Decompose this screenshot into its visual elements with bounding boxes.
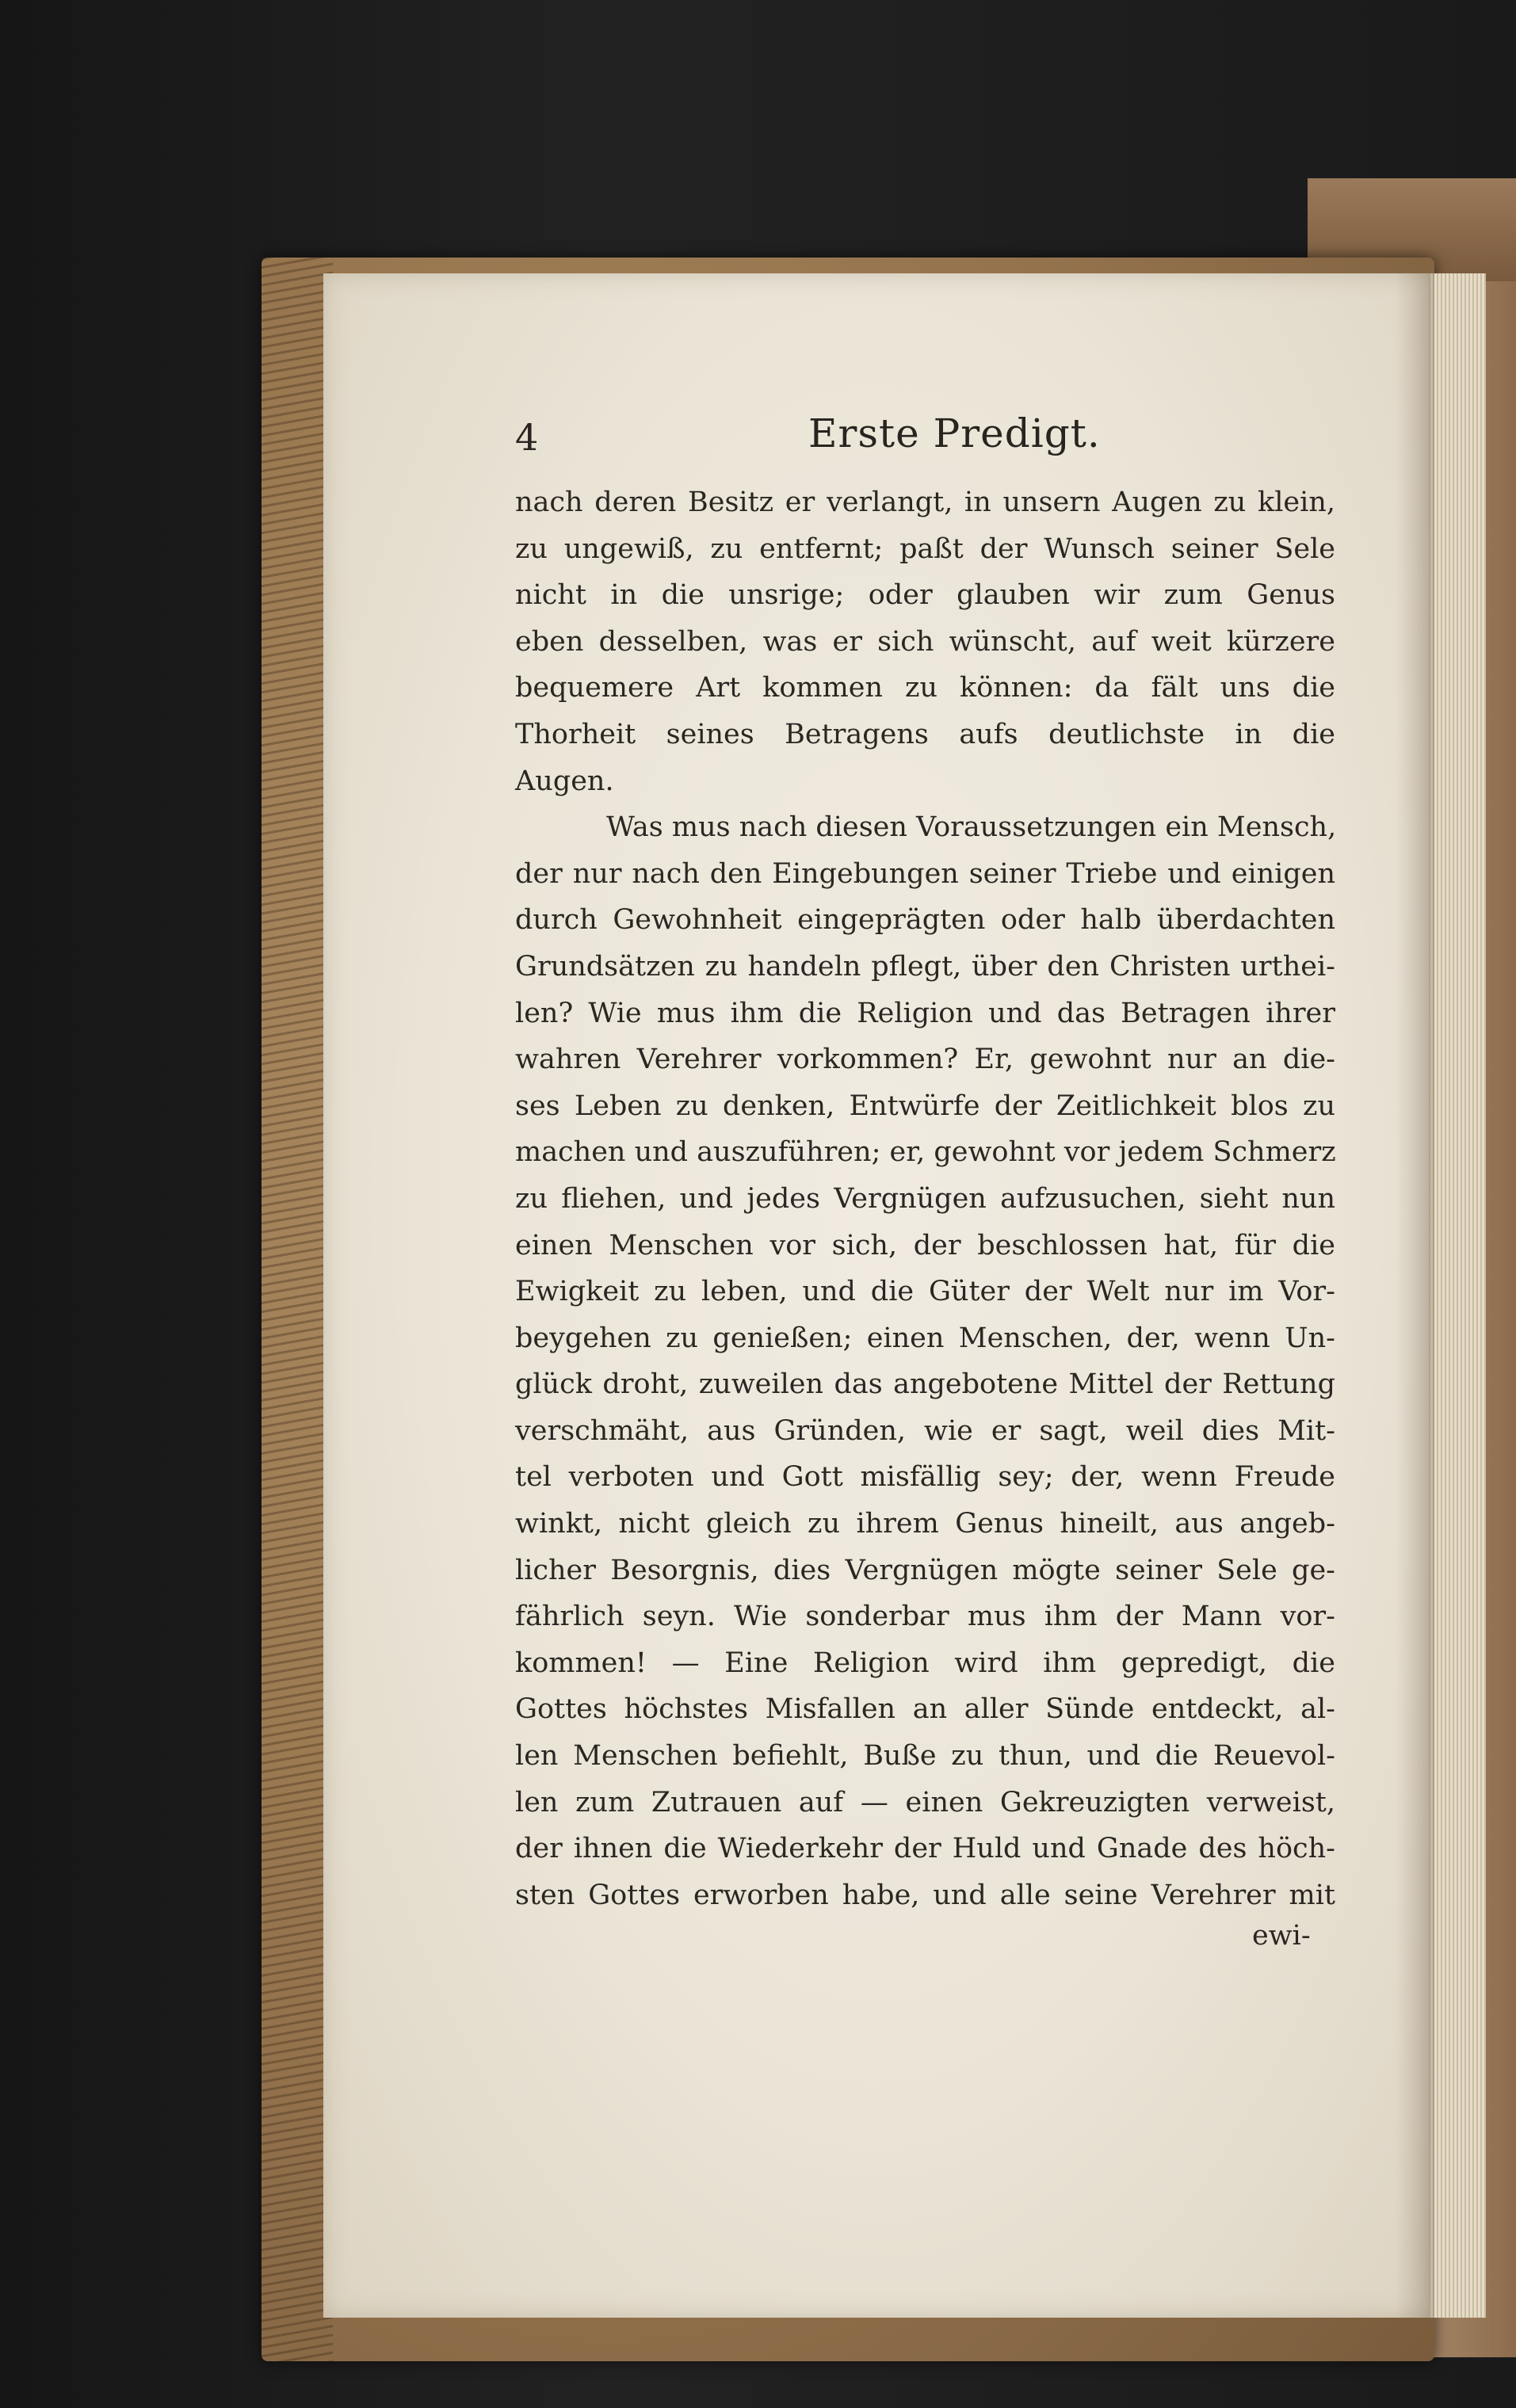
page-number: 4 [515,416,539,459]
text-line: len? Wie mus ihm die Religion und das Betragen ihrer [515,997,1335,1029]
text-line: glück droht, zuweilen das angebotene Mittel der Rettung [515,1368,1335,1401]
text-line: zu ungewiß, zu entfernt; paßt der Wunsch seiner Sele [515,532,1335,565]
text-line: eben desselben, was er sich wünscht, auf weit kürzere [515,625,1335,658]
text-line: Ewigkeit zu leben, und die Güter der Welt nur im Vor- [515,1276,1335,1308]
text-line: licher Besorgnis, dies Vergnügen mögte seiner Sele ge- [515,1554,1335,1586]
text-line: der nur nach den Eingebungen seiner Triebe und einigen [515,857,1335,890]
text-line: nicht in die unsrige; oder glauben wir zum Genus [515,579,1335,612]
text-line: sten Gottes erworben habe, und alle seine Verehrer mit [515,1879,1335,1911]
text-line: Was mus nach diesen Voraussetzungen ein Mensch, [606,811,1337,844]
text-line: wahren Verehrer vorkommen? Er, gewohnt nur an die- [515,1044,1335,1076]
text-line: der ihnen die Wiederkehr der Huld und Gnade des höch- [515,1833,1335,1865]
text-line: ses Leben zu denken, Entwürfe der Zeitlichkeit blos zu [515,1090,1335,1122]
text-line: Thorheit seines Betragens aufs deutlichste in die [515,718,1335,750]
text-line: len Menschen befiehlt, Buße zu thun, und die Reuevol- [515,1740,1335,1773]
running-title: Erste Predigt. [808,410,1101,456]
text-line: nach deren Besitz er verlangt, in unsern Augen zu klein, [515,487,1335,518]
text-line: durch Gewohnheit eingeprägten oder halb überdachten [515,904,1335,937]
text-line: len zum Zutrauen auf — einen Gekreuzigten verweist, [515,1786,1335,1818]
text-line: machen und auszuführen; er, gewohnt vor jedem Schmerz [515,1136,1336,1169]
catchword: ewi- [1252,1920,1311,1952]
text-line: tel verboten und Gott misfällig sey; der, wenn Freude [515,1461,1335,1494]
text-line: winkt, nicht gleich zu ihrem Genus hineilt, aus angeb- [515,1508,1335,1540]
cover-texture [262,258,333,2361]
body-text [515,479,1335,1918]
text-line: Gottes höchstes Misfallen an aller Sünde entdeckt, al- [515,1693,1335,1726]
text-line: beygehen zu genießen; einen Menschen, der, wenn Un- [515,1322,1335,1354]
text-line: einen Menschen vor sich, der beschlossen hat, für die [515,1229,1335,1261]
text-line: Grundsätzen zu handeln pflegt, über den Christen urthei- [515,950,1335,983]
text-line: Augen. [515,765,614,797]
text-line: verschmäht, aus Gründen, wie er sagt, weil dies Mit- [515,1414,1335,1447]
text-line: bequemere Art kommen zu können: da fält uns die [515,672,1335,704]
text-line: fährlich seyn. Wie sonderbar mus ihm der Mann vor- [515,1601,1335,1633]
text-line: zu fliehen, und jedes Vergnügen aufzusuchen, sieht nun [515,1182,1335,1215]
page-gutter-shadow [1395,273,1434,2318]
text-line: kommen! — Eine Religion wird ihm gepredigt, die [515,1647,1335,1679]
